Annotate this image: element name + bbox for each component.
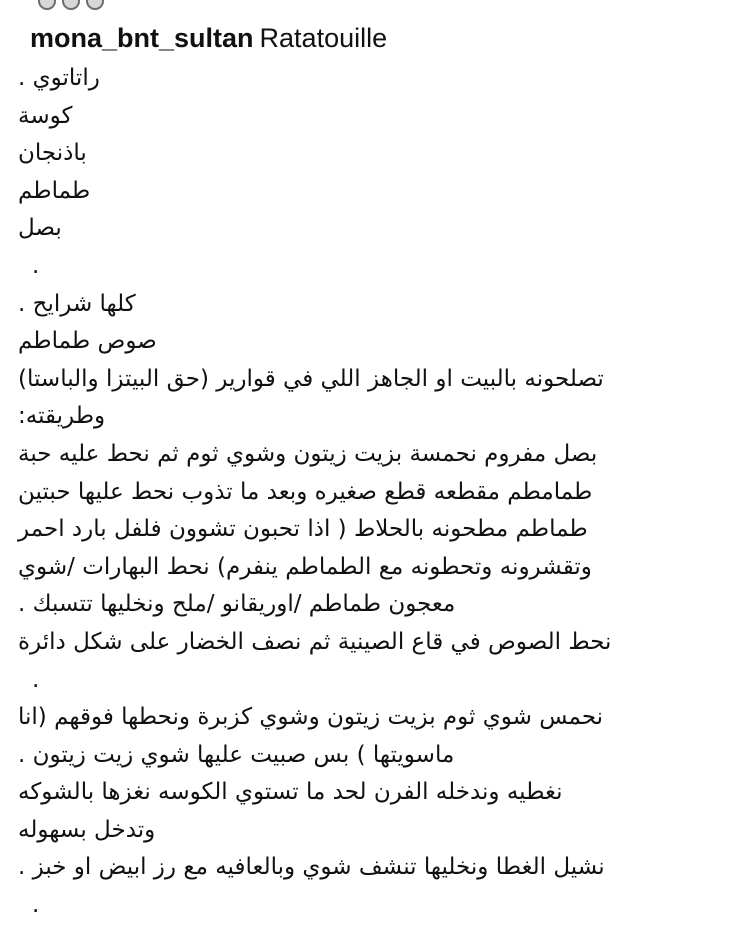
- caption-line-text: بصل: [18, 215, 62, 242]
- caption-line: [18, 135, 726, 173]
- caption-line-text: طمامطم مقطعه قطع صغيره وبعد ما تذوب نحط عليها حبتين: [18, 478, 593, 505]
- avatar: [62, 0, 80, 10]
- caption-line-text: معجون طماطم /اوريقانو /ملح ونخليها تتسبك .: [18, 591, 456, 618]
- caption-line: [18, 624, 726, 662]
- caption-line-text: .: [32, 666, 40, 693]
- caption-line-text: طماطم: [18, 177, 91, 204]
- liked-by-avatars[interactable]: [38, 0, 104, 10]
- caption-line: [18, 511, 726, 549]
- caption-line: [18, 474, 726, 512]
- caption-line: [18, 812, 726, 850]
- caption-line: [18, 549, 726, 587]
- caption-line: [18, 173, 726, 211]
- caption-line-text: نغطيه وندخله الفرن لحد ما تستوي الكوسه نغزها بالشوكه: [18, 779, 563, 806]
- caption-header: [30, 20, 387, 56]
- caption-line-text: تصلحونه بالبيت او الجاهز اللي في قوارير (حق البيتزا والباستا): [18, 365, 604, 392]
- caption-line: [18, 849, 726, 887]
- caption-line-text: وتقشرونه وتحطونه مع الطماطم ينفرم) نحط البهارات /شوي: [18, 553, 592, 580]
- caption-line: [18, 361, 726, 399]
- caption-line: [18, 586, 726, 624]
- avatar: [86, 0, 104, 10]
- post-title: Ratatouille: [259, 23, 388, 53]
- caption-line: [18, 662, 726, 700]
- caption-line-text: وطريقته:: [18, 403, 106, 430]
- caption-line: [18, 98, 726, 136]
- caption-line-text: باذنجان: [18, 140, 87, 167]
- caption-line: [18, 737, 726, 775]
- username-link[interactable]: mona_bnt_sultan: [30, 23, 254, 53]
- caption-line-text: .: [32, 252, 40, 279]
- caption-line-text: نحمس شوي ثوم بزيت زيتون وشوي كزبرة ونحطها فوقهم (انا: [18, 704, 604, 731]
- caption-text: [18, 60, 726, 925]
- caption-line-text: نشيل الغطا ونخليها تنشف شوي وبالعافيه مع رز ابيض او خبز .: [18, 854, 605, 881]
- caption-line: [18, 210, 726, 248]
- caption-line-text: كوسة: [18, 102, 73, 129]
- caption-line-text: نحط الصوص في قاع الصينية ثم نصف الخضار على شكل دائرة: [18, 628, 612, 655]
- caption-line-text: راتاتوي .: [18, 65, 100, 91]
- caption-line-text: .: [32, 892, 40, 919]
- caption-line-text: كلها شرايح .: [18, 290, 136, 317]
- caption-line: [18, 436, 726, 474]
- caption-line-text: صوص طماطم: [18, 328, 157, 355]
- caption-line-text: وتدخل بسهوله: [18, 816, 156, 843]
- caption-line-text: بصل مفروم نحمسة بزيت زيتون وشوي ثوم ثم نحط عليه حبة: [18, 440, 598, 467]
- caption-line: [18, 323, 726, 361]
- caption-line: [18, 398, 726, 436]
- caption-line: [18, 248, 726, 286]
- caption-line: [18, 699, 726, 737]
- caption-line: [18, 60, 726, 98]
- caption-line-text: ماسويتها ) بس صبيت عليها شوي زيت زيتون .: [18, 741, 455, 768]
- caption-line: [18, 286, 726, 324]
- caption-line-text: طماطم مطحونه بالحلاط ( اذا تحبون تشوون فلفل بارد احمر: [18, 516, 588, 543]
- avatar: [38, 0, 56, 10]
- caption-line: [18, 774, 726, 812]
